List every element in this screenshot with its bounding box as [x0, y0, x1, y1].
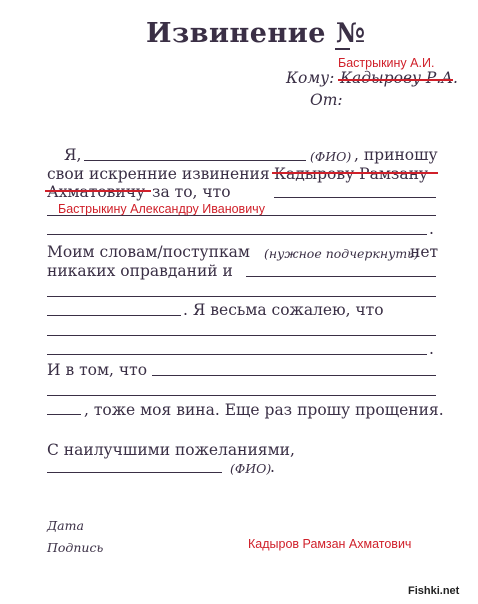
blank-line-10 [47, 354, 427, 355]
sign-fio-hint: (ФИО) [230, 461, 272, 476]
best-wishes-text: С наилучшими пожеланиями, [47, 441, 295, 459]
to-correction: Бастрыкину А.И. [338, 56, 435, 70]
from-label: От: [310, 91, 343, 109]
dot-1: . [429, 220, 434, 238]
struck-name-2: Ахматовичу [47, 183, 146, 201]
ya-text: Я, [64, 146, 82, 164]
for-that-text: за то, что [152, 183, 231, 201]
dot-2: . [429, 340, 434, 358]
blank-line-11 [152, 375, 436, 376]
apology-text: свои искренние извинения [47, 165, 270, 183]
title-text: Извинение № [146, 18, 366, 49]
to-label: Кому: [286, 69, 335, 87]
struck-name-1: Кадырову Рамзану [274, 165, 429, 183]
net-text: нет [410, 243, 439, 261]
page-title [146, 18, 366, 49]
to-original: Кадырову Р.А. [340, 69, 458, 87]
fio-blank [84, 160, 306, 161]
blank-line-13 [47, 414, 81, 415]
signature-value: Кадыров Рамзан Ахматович [248, 537, 412, 551]
blank-line-9 [47, 335, 436, 336]
signature-label: Подпись [47, 540, 104, 555]
blank-line-4 [47, 215, 436, 216]
title-number-blank [335, 48, 350, 50]
blank-line-7 [47, 296, 436, 297]
regret-text: . Я весьма сожалею, что [183, 301, 384, 319]
strike-name-2 [45, 190, 151, 192]
strike-name-1 [272, 172, 438, 174]
blank-line-8 [47, 315, 181, 316]
watermark-logo: Fishki.net [408, 585, 460, 597]
to-strike [338, 79, 453, 81]
bring-text: , приношу [354, 146, 438, 164]
sign-fio-dot: . [270, 458, 275, 476]
and-that-text: И в том, что [47, 361, 148, 379]
sign-fio-blank [47, 472, 222, 473]
date-label: Дата [47, 518, 84, 533]
blank-line-5 [47, 234, 427, 235]
words-text: Моим словам/поступкам [47, 243, 250, 261]
no-excuse-text: никаких оправданий и [47, 262, 233, 280]
blank-line-12 [47, 395, 436, 396]
my-fault-text: , тоже моя вина. Еще раз прошу прощения. [84, 401, 444, 419]
name-correction: Бастрыкину Александру Ивановичу [58, 202, 265, 216]
blank-line-3 [274, 197, 436, 198]
underline-hint: (нужное подчеркнуть) [264, 246, 419, 261]
blank-line-6 [246, 276, 436, 277]
fio-hint: (ФИО) [310, 149, 352, 164]
